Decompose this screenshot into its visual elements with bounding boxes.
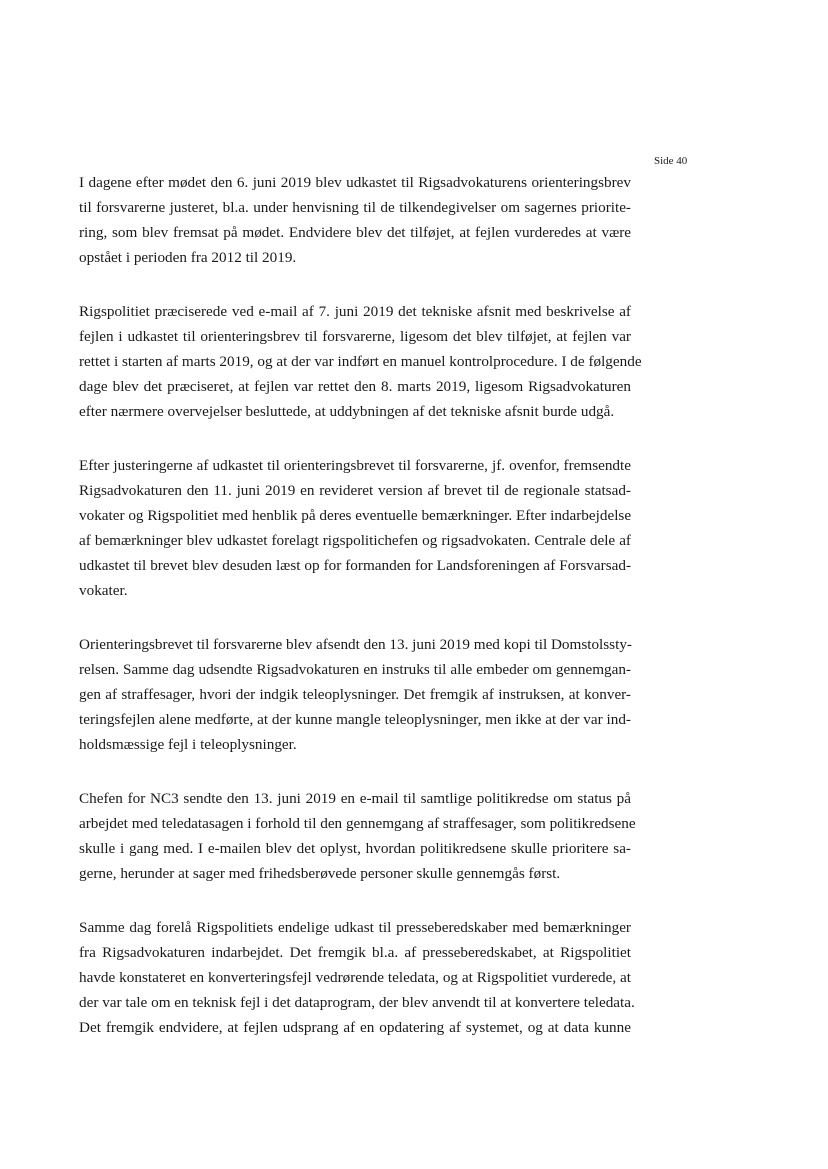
text-line: skulle i gang med. I e-mailen blev det oplyst, hvordan politikredsene skulle prioritere sa- — [79, 840, 631, 857]
text-line: rettet i starten af marts 2019, og at der var indført en manuel kontrolprocedure. I de følgende — [79, 353, 642, 370]
text-line: arbejdet med teledatasagen i forhold til den gennemgang af straffesager, som politikredsene — [79, 815, 636, 832]
text-line: teringsfejlen alene medførte, at der kunne mangle teleoplysninger, men ikke at der var ind- — [79, 711, 631, 728]
text-line: Rigspolitiet præciserede ved e-mail af 7. juni 2019 det tekniske afsnit med beskrivelse af — [79, 303, 631, 320]
text-line: gen af straffesager, hvori der indgik teleoplysninger. Det fremgik af instruksen, at konver- — [79, 686, 631, 703]
text-line: der var tale om en teknisk fejl i det dataprogram, der blev anvendt til at konvertere teledata. — [79, 994, 635, 1011]
paragraph — [79, 453, 631, 603]
text-line: Chefen for NC3 sendte den 13. juni 2019 en e-mail til samtlige politikredse om status på — [79, 790, 631, 807]
text-line: relsen. Samme dag udsendte Rigsadvokaturen en instruks til alle embeder om gennemgan- — [79, 661, 631, 678]
text-line: Det fremgik endvidere, at fejlen udsprang af en opdatering af systemet, og at data kunne — [79, 1019, 631, 1036]
text-line: havde konstateret en konverteringsfejl vedrørende teledata, og at Rigspolitiet vurderede, at — [79, 969, 631, 986]
text-line: vokater. — [79, 582, 128, 599]
text-line: Rigsadvokaturen den 11. juni 2019 en revideret version af brevet til de regionale statsad- — [79, 482, 631, 499]
text-line: I dagene efter mødet den 6. juni 2019 blev udkastet til Rigsadvokaturens orienteringsbrev — [79, 174, 631, 191]
text-line: dage blev det præciseret, at fejlen var rettet den 8. marts 2019, ligesom Rigsadvokaturen — [79, 378, 631, 395]
text-line: til forsvarerne justeret, bl.a. under henvisning til de tilkendegivelser om sagernes priorite- — [79, 199, 631, 216]
text-line: af bemærkninger blev udkastet forelagt rigspolitichefen og rigsadvokaten. Centrale dele af — [79, 532, 631, 549]
document-body — [79, 170, 642, 1069]
text-line: efter nærmere overvejelser besluttede, at uddybningen af det tekniske afsnit burde udgå. — [79, 403, 615, 420]
paragraph — [79, 632, 631, 757]
text-line: Efter justeringerne af udkastet til orienteringsbrevet til forsvarerne, jf. ovenfor, fremsendte — [79, 457, 631, 474]
page-number: Side 40 — [654, 155, 688, 167]
text-line: fra Rigsadvokaturen indarbejdet. Det fremgik bl.a. af presseberedskabet, at Rigspolitiet — [79, 944, 631, 961]
text-line: Orienteringsbrevet til forsvarerne blev afsendt den 13. juni 2019 med kopi til Domstolssty- — [79, 636, 632, 653]
text-line: fejlen i udkastet til orienteringsbrev til forsvarerne, ligesom det blev tilføjet, at fejlen var — [79, 328, 631, 345]
paragraph — [79, 786, 636, 886]
text-line: Samme dag forelå Rigspolitiets endelige udkast til presseberedskaber med bemærkninger — [79, 919, 631, 936]
text-line: holdsmæssige fejl i teleoplysninger. — [79, 736, 297, 753]
paragraph — [79, 299, 642, 424]
paragraph — [79, 170, 631, 270]
paragraph — [79, 915, 635, 1040]
text-line: udkastet til brevet blev desuden læst op for formanden for Landsforeningen af Forsvarsad- — [79, 557, 631, 574]
text-line: ring, som blev fremsat på mødet. Endvidere blev det tilføjet, at fejlen vurderedes at være — [79, 224, 631, 241]
text-line: gerne, herunder at sager med frihedsberøvede personer skulle gennemgås først. — [79, 865, 561, 882]
text-line: vokater og Rigspolitiet med henblik på deres eventuelle bemærkninger. Efter indarbejdelse — [79, 507, 632, 524]
text-line: opstået i perioden fra 2012 til 2019. — [79, 249, 297, 266]
